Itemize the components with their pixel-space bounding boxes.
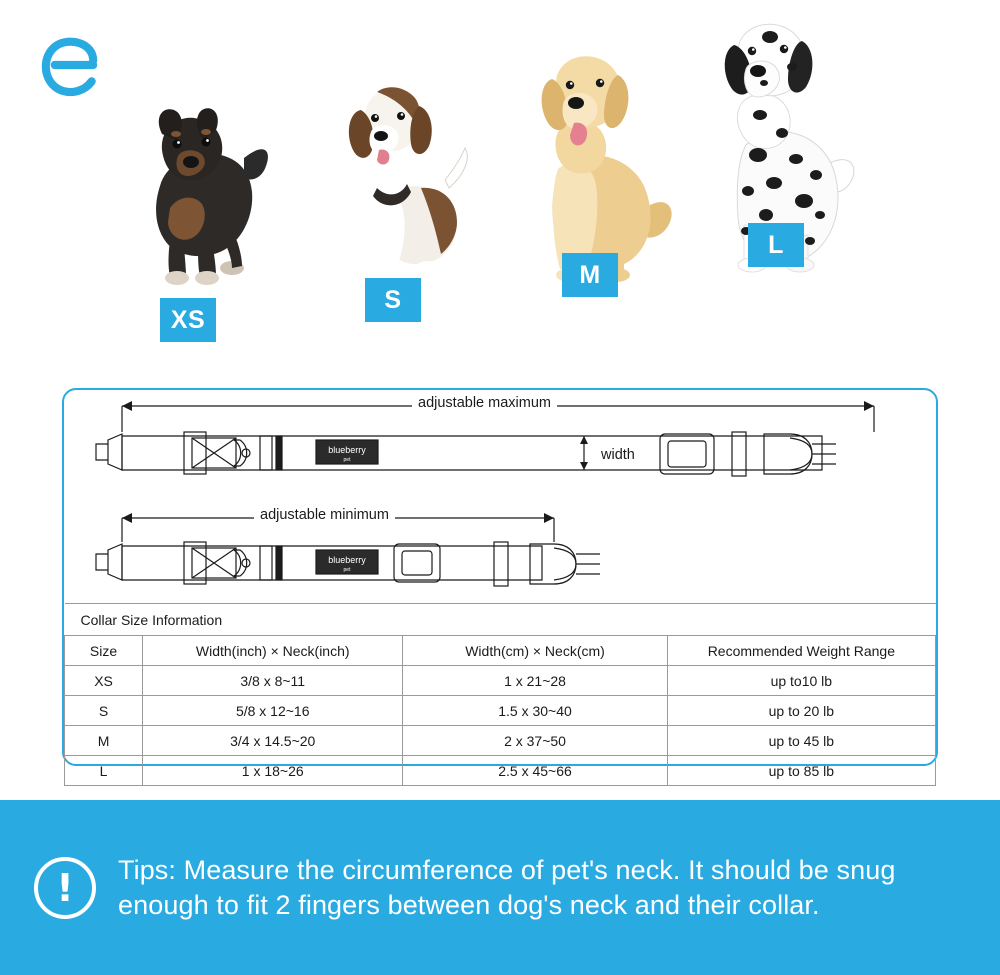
cell-size: M: [65, 726, 143, 756]
table-row: [65, 726, 936, 756]
svg-text:pet: pet: [343, 567, 351, 573]
cell-inch: 5/8 x 12~16: [143, 696, 403, 726]
dog-figure-l: [700, 15, 875, 290]
dog-figure-m: [512, 45, 682, 290]
tips-banner: [0, 800, 1000, 975]
header-weight: Recommended Weight Range: [667, 636, 935, 666]
size-badge-xs: XS: [160, 298, 216, 342]
collar-diagram: [64, 390, 936, 600]
collar-size-table-wrapper: [64, 603, 936, 786]
cell-size: XS: [65, 666, 143, 696]
size-badge-s: S: [365, 278, 421, 322]
header-cm: Width(cm) × Neck(cm): [403, 636, 667, 666]
cell-inch: 3/4 x 14.5~20: [143, 726, 403, 756]
svg-text:pet: pet: [343, 457, 351, 463]
width-label: width: [599, 447, 641, 463]
cell-weight: up to10 lb: [667, 666, 935, 696]
beagle-illustration: [325, 70, 477, 290]
dog-figure-s: [325, 70, 477, 314]
size-badge-l: L: [748, 223, 804, 267]
cell-inch: 3/8 x 8~11: [143, 666, 403, 696]
cell-weight: up to 85 lb: [667, 756, 935, 786]
svg-text:blueberry: blueberry: [328, 445, 366, 455]
exclamation-icon: !: [34, 857, 96, 919]
svg-text:blueberry: blueberry: [328, 555, 366, 565]
dog-size-row: [0, 0, 1000, 350]
tips-text: Tips: Measure the circumference of pet's neck. It should be snug enough to fit 2 fingers between dog's neck and their collar.: [118, 854, 896, 920]
adjustable-minimum-label: adjustable minimum: [254, 507, 395, 523]
cell-cm: 1 x 21~28: [403, 666, 667, 696]
table-row: [65, 756, 936, 786]
collar-size-table: [64, 603, 936, 786]
puppy-illustration: [132, 90, 282, 290]
cell-cm: 2.5 x 45~66: [403, 756, 667, 786]
size-badge-m: M: [562, 253, 618, 297]
cell-size: S: [65, 696, 143, 726]
cell-weight: up to 20 lb: [667, 696, 935, 726]
header-size: Size: [65, 636, 143, 666]
cell-cm: 2 x 37~50: [403, 726, 667, 756]
cell-cm: 1.5 x 30~40: [403, 696, 667, 726]
table-header-row: [65, 636, 936, 666]
cell-size: L: [65, 756, 143, 786]
table-title-row: [65, 604, 936, 636]
header-inch: Width(inch) × Neck(inch): [143, 636, 403, 666]
dog-figure-xs: [132, 90, 282, 334]
collar-spec-panel: [62, 388, 938, 779]
table-row: [65, 696, 936, 726]
table-title: Collar Size Information: [65, 604, 936, 636]
table-row: [65, 666, 936, 696]
adjustable-maximum-label: adjustable maximum: [412, 395, 557, 411]
cell-weight: up to 45 lb: [667, 726, 935, 756]
cell-inch: 1 x 18~26: [143, 756, 403, 786]
